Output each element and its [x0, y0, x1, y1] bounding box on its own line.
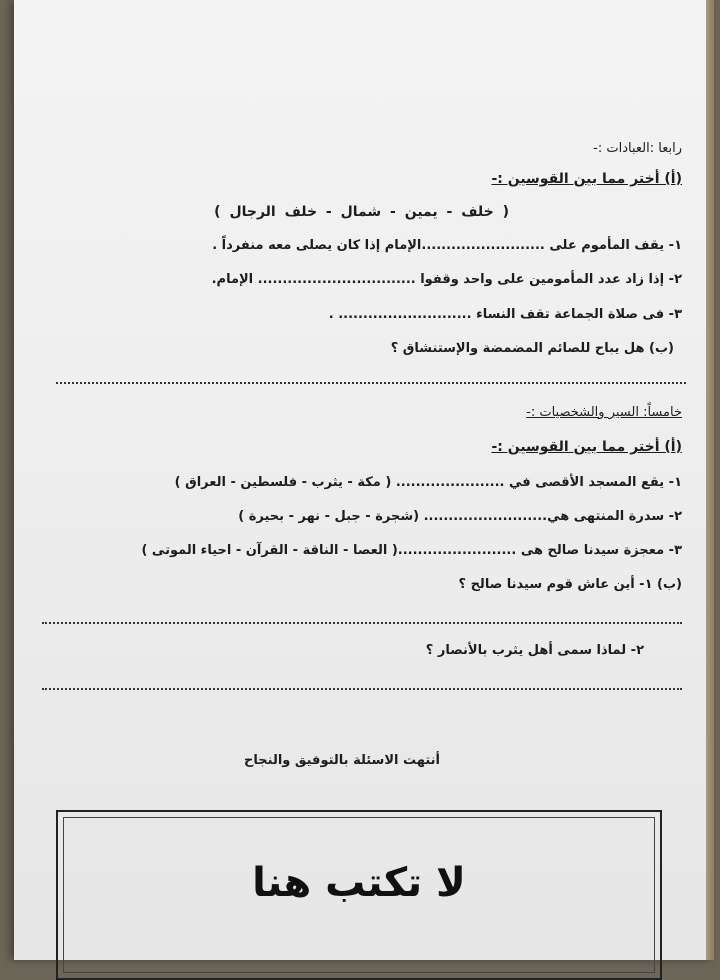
closing-message: أنتهت الاسئلة بالتوفيق والنجاح	[244, 753, 440, 768]
section-4-question-2: ٢- إذا زاد عدد المأمومين على واحد وقفوا ................................ الإمام.	[211, 272, 682, 287]
answer-line-2	[42, 622, 682, 624]
section-5-question-2: ٢- سدرة المنتهى هي......................... (شجرة - جبل - نهر - بحيرة )	[238, 509, 682, 524]
section-4-question-1: ١- يقف المأموم على .........................الإمام إذا كان يصلى معه منفرداً .	[212, 238, 682, 253]
section-4-question-3: ٣- فى صلاة الجماعة تقف النساء ........................... .	[328, 307, 682, 322]
section-5-question-3: ٣- معجزة سيدنا صالح هى ........................( العصا - الناقة - القرآن - احياء الموتى )	[141, 543, 682, 558]
answer-line-3	[42, 688, 682, 690]
section-4-heading: رابعا :العبادات :-	[593, 141, 682, 156]
answer-line-1	[56, 382, 686, 384]
section-5-part-b-question-2: ٢- لماذا سمى أهل يثرب بالأنصار ؟	[425, 643, 644, 658]
no-write-label: لا تكتب هنا	[252, 860, 466, 906]
section-4-part-b-question: (ب) هل يباح للصائم المضمضة والإستنشاق ؟	[390, 341, 674, 356]
section-5-question-1: ١- يقع المسجد الأقصى في ...................... ( مكة - يثرب - فلسطين - العراق )	[174, 475, 682, 490]
section-5-heading: خامساً: السير والشخصيات :-	[526, 405, 682, 420]
no-write-box	[56, 810, 662, 980]
section-5-part-b-question-1: (ب) ١- أين عاش قوم سيدنا صالح ؟	[458, 577, 682, 592]
section-4-part-a-heading: (أ) أختر مما بين القوسين :-	[491, 171, 682, 187]
section-5-part-a-heading: (أ) أختر مما بين القوسين :-	[491, 439, 682, 455]
page-edge	[706, 0, 714, 960]
section-4-choices: ( خلف - يمين - شمال - خلف الرجال )	[214, 204, 509, 220]
